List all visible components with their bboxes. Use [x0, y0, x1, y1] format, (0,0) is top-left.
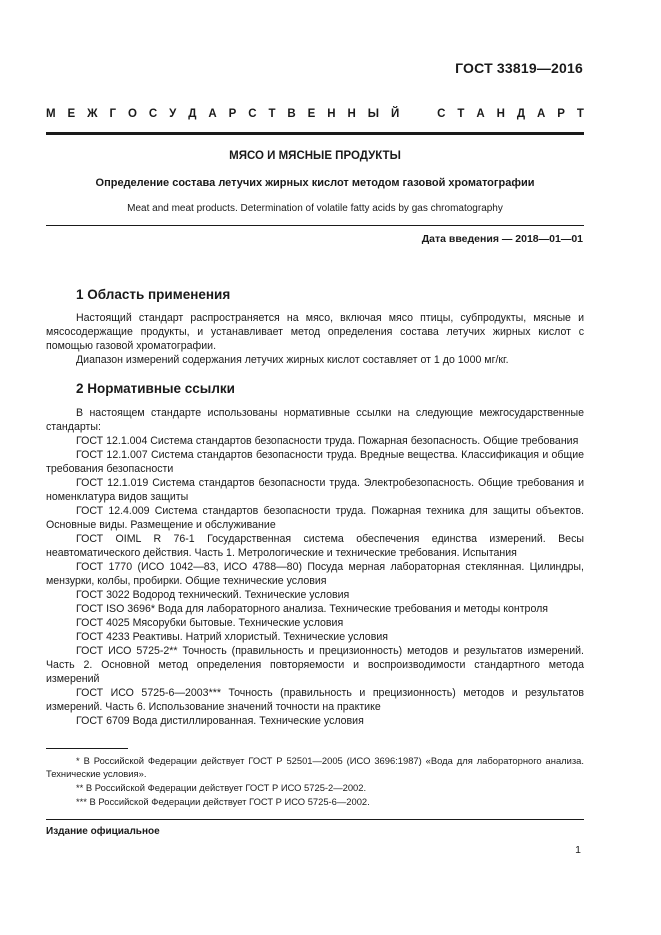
banner-letter: Ы: [367, 108, 380, 120]
document-title: МЯСО И МЯСНЫЕ ПРОДУКТЫ: [229, 150, 401, 162]
banner-letter: Т: [457, 108, 465, 120]
banner-letter: А: [476, 108, 485, 120]
section-1-heading: 1 Область применения: [76, 287, 231, 302]
document-subtitle: Определение состава летучих жирных кислот методом газовой хроматографии: [95, 177, 535, 189]
reference-item: ГОСТ 12.1.007 Система стандартов безопасности труда. Вредные вещества. Классификация и общие требования безопасности: [46, 449, 584, 475]
reference-item: ГОСТ OIML R 76-1 Государственная система обеспечения единства измерений. Весы неавтоматического действия. Часть 1. Метрологические и технические требования. Испытания: [46, 533, 584, 559]
banner-letter: Т: [576, 108, 584, 120]
banner-letter: С: [248, 108, 257, 120]
banner-letter: Н: [347, 108, 356, 120]
banner-letter: Й: [390, 108, 400, 120]
footnote-divider: [46, 748, 128, 749]
banner-letter: О: [127, 108, 137, 120]
reference-item: ГОСТ ИСО 5725-6—2003*** Точность (правильность и прецизионность) методов и результатов измерений. Часть 6. Использование значений точности на практике: [46, 687, 584, 713]
footer-divider: [46, 819, 584, 820]
footnote: ** В Российской Федерации действует ГОСТ Р ИСО 5725-2—2002.: [76, 782, 367, 793]
banner-letter: У: [169, 108, 177, 120]
banner-letter: Р: [228, 108, 237, 120]
section-2-heading: 2 Нормативные ссылки: [76, 381, 235, 396]
reference-item: ГОСТ ИСО 5725-2** Точность (правильность и прецизионность) методов и результатов измерений. Часть 2. Основной метод определения повторяемости и воспроизводимости стандартного метода измерений: [46, 645, 584, 685]
paragraph: Настоящий стандарт распространяется на мясо, включая мясо птицы, субпродукты, мясные и мясосодержащие продукты, и устанавливает метод определения состава летучих жирных кислот с помощью газовой хроматографии.: [46, 312, 584, 352]
reference-item: ГОСТ 4025 Мясорубки бытовые. Технические условия: [76, 617, 344, 629]
banner-letter: А: [208, 108, 217, 120]
reference-item: ГОСТ 12.1.019 Система стандартов безопасности труда. Электробезопасность. Общие требования и номенклатура видов защиты: [46, 477, 584, 503]
banner-letter: Д: [516, 108, 526, 120]
reference-item: ГОСТ 3022 Водород технический. Технические условия: [76, 589, 350, 601]
banner-letter: Г: [109, 108, 117, 120]
reference-item: ГОСТ 12.1.004 Система стандартов безопасности труда. Пожарная безопасность. Общие требования: [76, 435, 579, 447]
banner-letter: Е: [307, 108, 316, 120]
banner-letter: С: [437, 108, 446, 120]
edition-label: Издание официальное: [46, 826, 160, 837]
banner-letter: Т: [268, 108, 276, 120]
reference-item: ГОСТ 1770 (ИСО 1042—83, ИСО 4788—80) Посуда мерная лабораторная стеклянная. Цилиндры, мензурки, колбы, пробирки. Общие технические условия: [46, 561, 584, 587]
section-1-body: [46, 311, 584, 367]
title-divider: [46, 225, 584, 226]
reference-item: ГОСТ 4233 Реактивы. Натрий хлористый. Технические условия: [76, 631, 388, 643]
paragraph: В настоящем стандарте использованы нормативные ссылки на следующие межгосударственные стандарты:: [46, 407, 584, 433]
banner-letter: Р: [557, 108, 565, 120]
normative-references: [46, 406, 584, 728]
banner-letter: С: [148, 108, 158, 120]
banner-gap: [411, 108, 425, 120]
banner-letter: Е: [67, 108, 76, 120]
banner-letter: Н: [327, 108, 336, 120]
footnote: *** В Российской Федерации действует ГОСТ Р ИСО 5725-6—2002.: [76, 796, 370, 807]
introduction-date: Дата введения — 2018—01—01: [421, 233, 583, 245]
page-number: 1: [575, 844, 581, 856]
banner-letter: М: [46, 108, 56, 120]
paragraph: Диапазон измерений содержания летучих жирных кислот составляет от 1 до 1000 мг/кг.: [76, 354, 509, 366]
standard-banner: [46, 108, 584, 120]
banner-letter: Д: [188, 108, 197, 120]
english-title: Meat and meat products. Determination of volatile fatty acids by gas chromatography: [127, 203, 503, 214]
document-number: ГОСТ 33819—2016: [455, 60, 583, 76]
reference-item: ГОСТ ISO 3696* Вода для лабораторного анализа. Технические требования и методы контроля: [76, 603, 549, 615]
banner-letter: В: [287, 108, 296, 120]
banner-letter: Н: [496, 108, 505, 120]
footnotes: [46, 754, 584, 809]
reference-item: ГОСТ 12.4.009 Система стандартов безопасности труда. Пожарная техника для защиты объектов. Основные виды. Размещение и обслуживание: [46, 505, 584, 531]
header-divider: [46, 132, 584, 135]
footnote: * В Российской Федерации действует ГОСТ Р 52501—2005 (ИСО 3696:1987) «Вода для лабораторного анализа. Технические условия».: [46, 755, 584, 779]
banner-letter: Ж: [87, 108, 98, 120]
reference-item: ГОСТ 6709 Вода дистиллированная. Технические условия: [76, 715, 364, 727]
banner-letter: А: [536, 108, 546, 120]
